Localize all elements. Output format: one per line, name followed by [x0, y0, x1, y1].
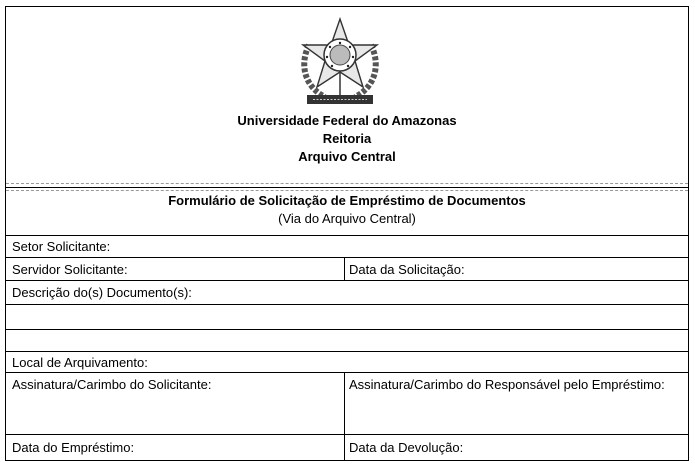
assinaturas-row: [6, 373, 688, 435]
form-title: Formulário de Solicitação de Empréstimo de Documentos: [168, 193, 526, 208]
loan-request-form: [5, 6, 689, 461]
setor-solicitante-label: Setor Solicitante:: [12, 239, 111, 254]
assinatura-solicitante-label: Assinatura/Carimbo do Solicitante:: [12, 377, 212, 392]
descricao-row[interactable]: [6, 281, 688, 305]
local-arquivamento-label: Local de Arquivamento:: [12, 355, 148, 370]
assinatura-responsavel-label: Assinatura/Carimbo do Responsável pelo Empréstimo:: [349, 377, 665, 392]
institution-name: Universidade Federal do Amazonas: [237, 113, 457, 128]
data-solicitacao-label: Data da Solicitação:: [349, 262, 465, 277]
form-subtitle: (Via do Arquivo Central): [278, 211, 416, 226]
form-title-box: [6, 187, 688, 236]
department-name: Arquivo Central: [298, 149, 396, 164]
servidor-solicitante-label: Servidor Solicitante:: [12, 262, 128, 277]
setor-solicitante-row[interactable]: [6, 235, 688, 258]
header-divider: [6, 183, 688, 184]
descricao-blank-line-1[interactable]: [6, 305, 688, 330]
data-emprestimo-label: Data do Empréstimo:: [12, 440, 135, 455]
column-divider: [344, 373, 345, 434]
local-arquivamento-row[interactable]: [6, 352, 688, 373]
descricao-documentos-label: Descrição do(s) Documento(s):: [12, 285, 192, 300]
descricao-blank-line-2[interactable]: [6, 330, 688, 352]
brazil-coat-of-arms-icon: [295, 15, 385, 109]
form-header: [6, 7, 688, 188]
office-name: Reitoria: [322, 131, 372, 146]
datas-row: [6, 435, 688, 461]
title-divider: [6, 190, 688, 191]
column-divider: [344, 258, 345, 280]
data-devolucao-label: Data da Devolução:: [349, 440, 464, 455]
servidor-data-row: [6, 258, 688, 281]
column-divider: [344, 435, 345, 461]
